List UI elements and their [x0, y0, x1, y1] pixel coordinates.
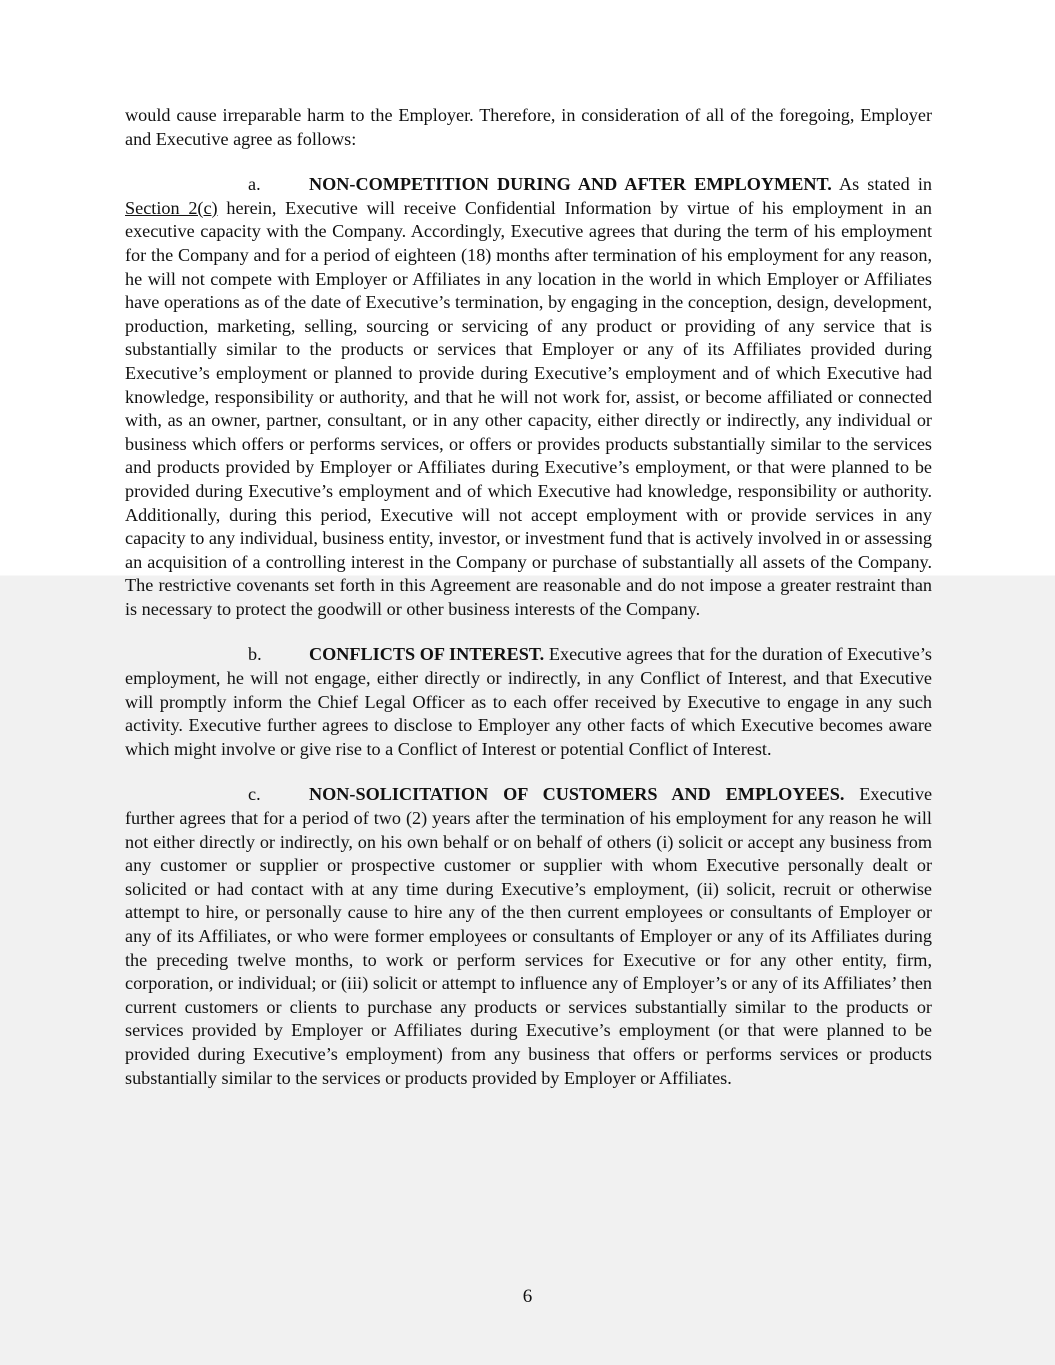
section-c-paragraph: [125, 783, 932, 1090]
section-2c-reference: Section 2(c): [125, 197, 218, 218]
section-a-text: herein, Executive will receive Confidential Information by virtue of his employment in an executive capacity with the Company. Accordingly, Executive agrees that during the term of his employment for the Company and for a period of eighteen (18) months after termination of his employment for any reason, he will not compete with Employer or Affiliates in any location in the world in which Employer or Affiliates have operations as of the date of Executive’s termination, by engaging in the conception, design, development, production, marketing, selling, sourcing or servicing of any product or providing of any service that is substantially similar to the products or services that Employer or any of its Affiliates provided during Executive’s employment or planned to provide during Executive’s employment and of which Executive had knowledge, responsibility or authority, and that he will not work for, assist, or become affiliated or connected with, as an owner, partner, consultant, or in any other capacity, either directly or indirectly, any individual or business which offers or performs services, or offers or provides products substantially similar to the services and products provided by Employer or Affiliates during Executive’s employment, or that were planned to be provided during Executive’s employment and of which Executive had knowledge, responsibility or authority. Additionally, during this period, Executive will not accept employment with or provide services in any capacity to any individual, business entity, investor, or investment fund that is actively involved in or assessing an acquisition of a controlling interest in the Company or purchase of substantially all assets of the Company. The restrictive covenants set forth in this Agreement are reasonable and do not impose a greater restraint than is necessary to protect the goodwill or other business interests of the Company.: [125, 197, 933, 619]
paragraph-spacer: [125, 761, 932, 783]
section-c-text: Executive further agrees that for a period of two (2) years after the termination of his employment for any reason he will not either directly or indirectly, on his own behalf or on behalf of others (i) solicit or accept any business from any customer or supplier or prospective customer or supplier with whom Executive personally dealt or solicited or had contact with at any time during Executive’s employment, (ii) solicit, recruit or otherwise attempt to hire, or personally cause to hire any of the then current employees or consultants of Employer or any of its Affiliates, or who were former employees or consultants of Employer or any of its Affiliates during the preceding twelve months, to work or perform services for Executive or for any other entity, firm, corporation, or individual; or (iii) solicit or attempt to influence any of Employer’s or any of its Affiliates’ then current customers or clients to purchase any products or services substantially similar to the products or services provided by Employer or Affiliates during Executive’s employment (or that were planned to be provided during Executive’s employment) from any business that offers or performs services or products substantially similar to the services or products provided by Employer or Affiliates.: [125, 784, 933, 1088]
paragraph-spacer: [125, 151, 932, 173]
section-c-label: c.: [248, 784, 261, 805]
section-b-label: b.: [248, 644, 262, 665]
section-a-heading: NON-COMPETITION DURING AND AFTER EMPLOYMENT.: [309, 174, 832, 195]
paragraph-spacer: [125, 621, 932, 643]
section-a-lead-text: As stated in: [838, 174, 932, 195]
section-a-label: a.: [248, 174, 261, 195]
section-c-heading: NON-SOLICITATION OF CUSTOMERS AND EMPLOYEES.: [309, 784, 845, 805]
page-number: 6: [522, 1286, 533, 1307]
section-b-heading: CONFLICTS OF INTEREST.: [309, 644, 545, 665]
section-b-paragraph: [125, 643, 932, 761]
section-a-paragraph: [125, 173, 932, 621]
document-body: [125, 104, 932, 1090]
intro-paragraph: would cause irreparable harm to the Employer. Therefore, in consideration of all of the foregoing, Employer and Executive agree as follows:: [125, 105, 932, 149]
section-b-text: Executive agrees that for the duration of Executive’s employment, he will not engage, either directly or indirectly, in any Conflict of Interest, and that Executive will promptly inform the Chief Legal Officer as to each offer received by Executive to engage in any such activity. Executive further agrees to disclose to Employer any other facts of which Executive becomes aware which might involve or give rise to a Conflict of Interest or potential Conflict of Interest.: [125, 644, 933, 759]
